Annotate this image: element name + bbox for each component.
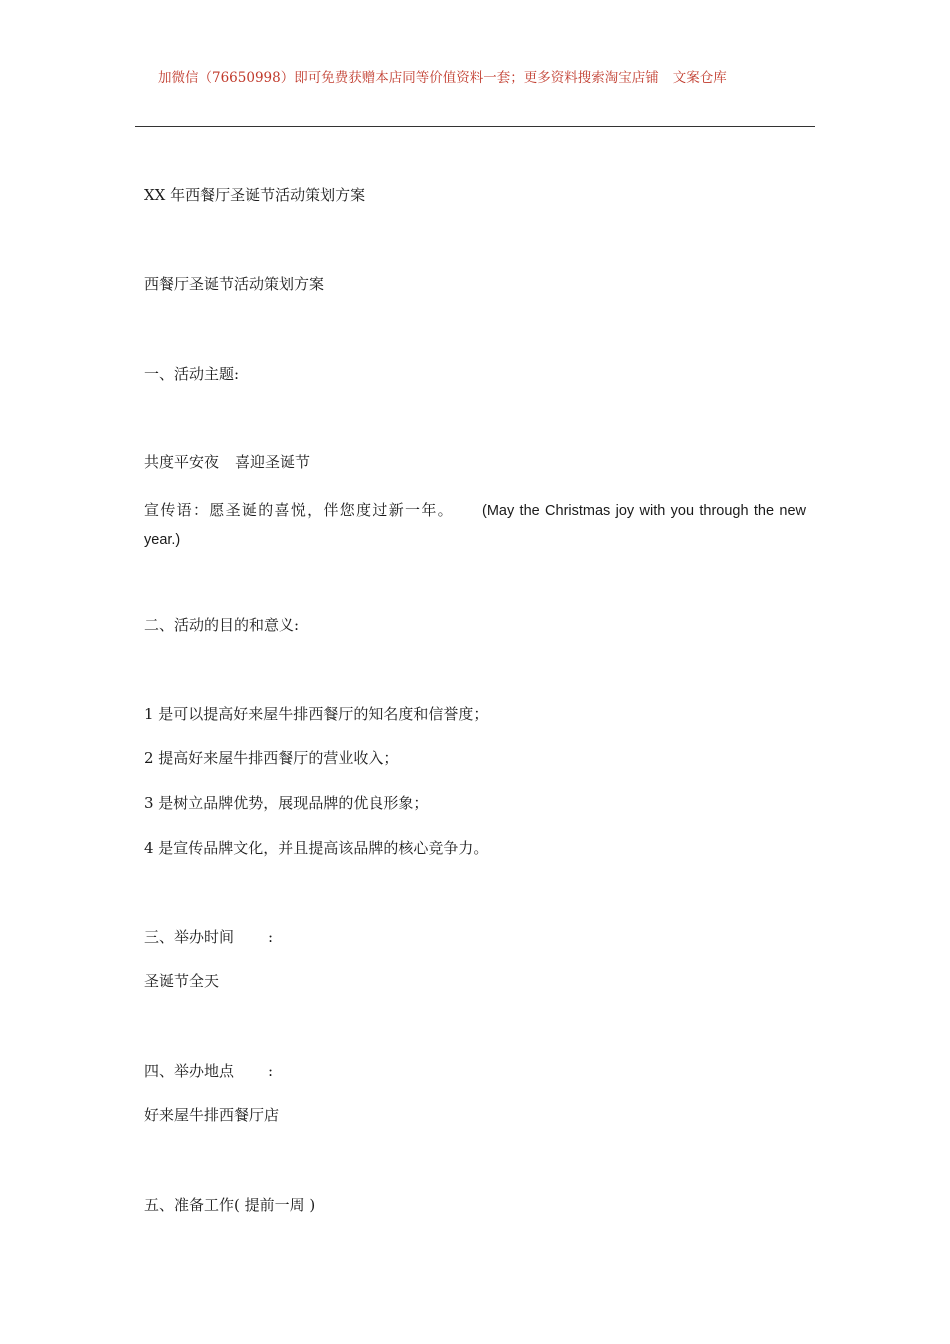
slogan-paragraph (144, 496, 806, 554)
section3-colon: : (268, 928, 274, 946)
header-promo-text: 加微信（76650998）即可免费获赠本店同等价值资料一套；更多资料搜索淘宝店铺 (158, 70, 659, 86)
document-title: XX 年西餐厅圣诞节活动策划方案 (144, 186, 366, 204)
purpose-item-1: 1 是可以提高好来屋牛排西餐厅的知名度和信誉度； (144, 705, 489, 723)
theme-part-a: 共度平安夜 (144, 453, 220, 471)
section4-heading: 四、举办地点 (144, 1062, 235, 1080)
theme-line (144, 452, 310, 472)
slogan-english: (May the Christmas joy with you through the new year.) (144, 503, 806, 548)
purpose-item-3: 3 是树立品牌优势，展现品牌的优良形象； (144, 794, 429, 812)
section3-heading-line (144, 927, 273, 947)
header-promo-note (158, 68, 858, 88)
section2-heading: 二、活动的目的和意义: (144, 616, 300, 634)
purpose-item-4: 4 是宣传品牌文化，并且提高该品牌的核心竞争力。 (144, 839, 489, 857)
section5-heading: 五、准备工作( 提前一周 ) (144, 1196, 316, 1214)
event-location-value: 好来屋牛排西餐厅店 (144, 1106, 280, 1124)
slogan-chinese: 宣传语：愿圣诞的喜悦，伴您度过新一年。 (144, 501, 454, 519)
header-divider (135, 126, 815, 127)
document-subtitle: 西餐厅圣诞节活动策划方案 (144, 275, 325, 293)
section3-heading: 三、举办时间 (144, 928, 235, 946)
section4-colon: : (268, 1062, 274, 1080)
section1-heading: 一、活动主题: (144, 365, 240, 383)
theme-part-b: 喜迎圣诞节 (235, 453, 311, 471)
section4-heading-line (144, 1061, 273, 1081)
purpose-item-2: 2 提高好来屋牛排西餐厅的营业收入； (144, 749, 399, 767)
event-time-value: 圣诞节全天 (144, 972, 220, 990)
header-shop-name: 文案仓库 (672, 70, 727, 86)
